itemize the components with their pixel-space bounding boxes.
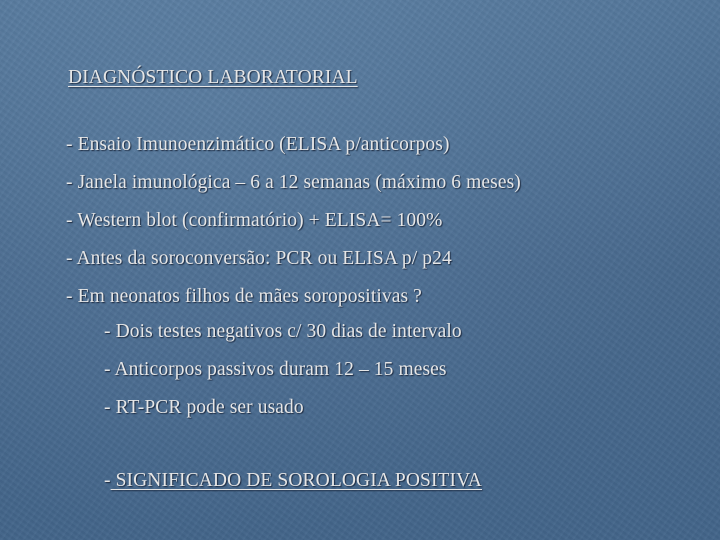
- bullet-neonatos: - Em neonatos filhos de mães soropositivas ?: [66, 286, 422, 307]
- sub-bullet-rt-pcr: - RT-PCR pode ser usado: [104, 397, 304, 418]
- sub-bullet-dois-testes: - Dois testes negativos c/ 30 dias de intervalo: [104, 321, 462, 342]
- bullet-western-blot: - Western blot (confirmatório) + ELISA= 100%: [66, 210, 443, 231]
- bullet-janela-imunologica: - Janela imunológica – 6 a 12 semanas (máximo 6 meses): [66, 172, 521, 193]
- sub-bullet-anticorpos-passivos: - Anticorpos passivos duram 12 – 15 meses: [104, 359, 447, 380]
- final-heading-prefix: -: [104, 470, 111, 491]
- final-heading: [104, 469, 482, 493]
- bullet-elisa: - Ensaio Imunoenzimático (ELISA p/anticorpos): [66, 134, 450, 155]
- slide-title: DIAGNÓSTICO LABORATORIAL: [68, 67, 358, 88]
- final-heading-text: SIGNIFICADO DE SOROLOGIA POSITIVA: [110, 470, 482, 491]
- bullet-antes-soroconversao: - Antes da soroconversão: PCR ou ELISA p/ p24: [66, 248, 452, 269]
